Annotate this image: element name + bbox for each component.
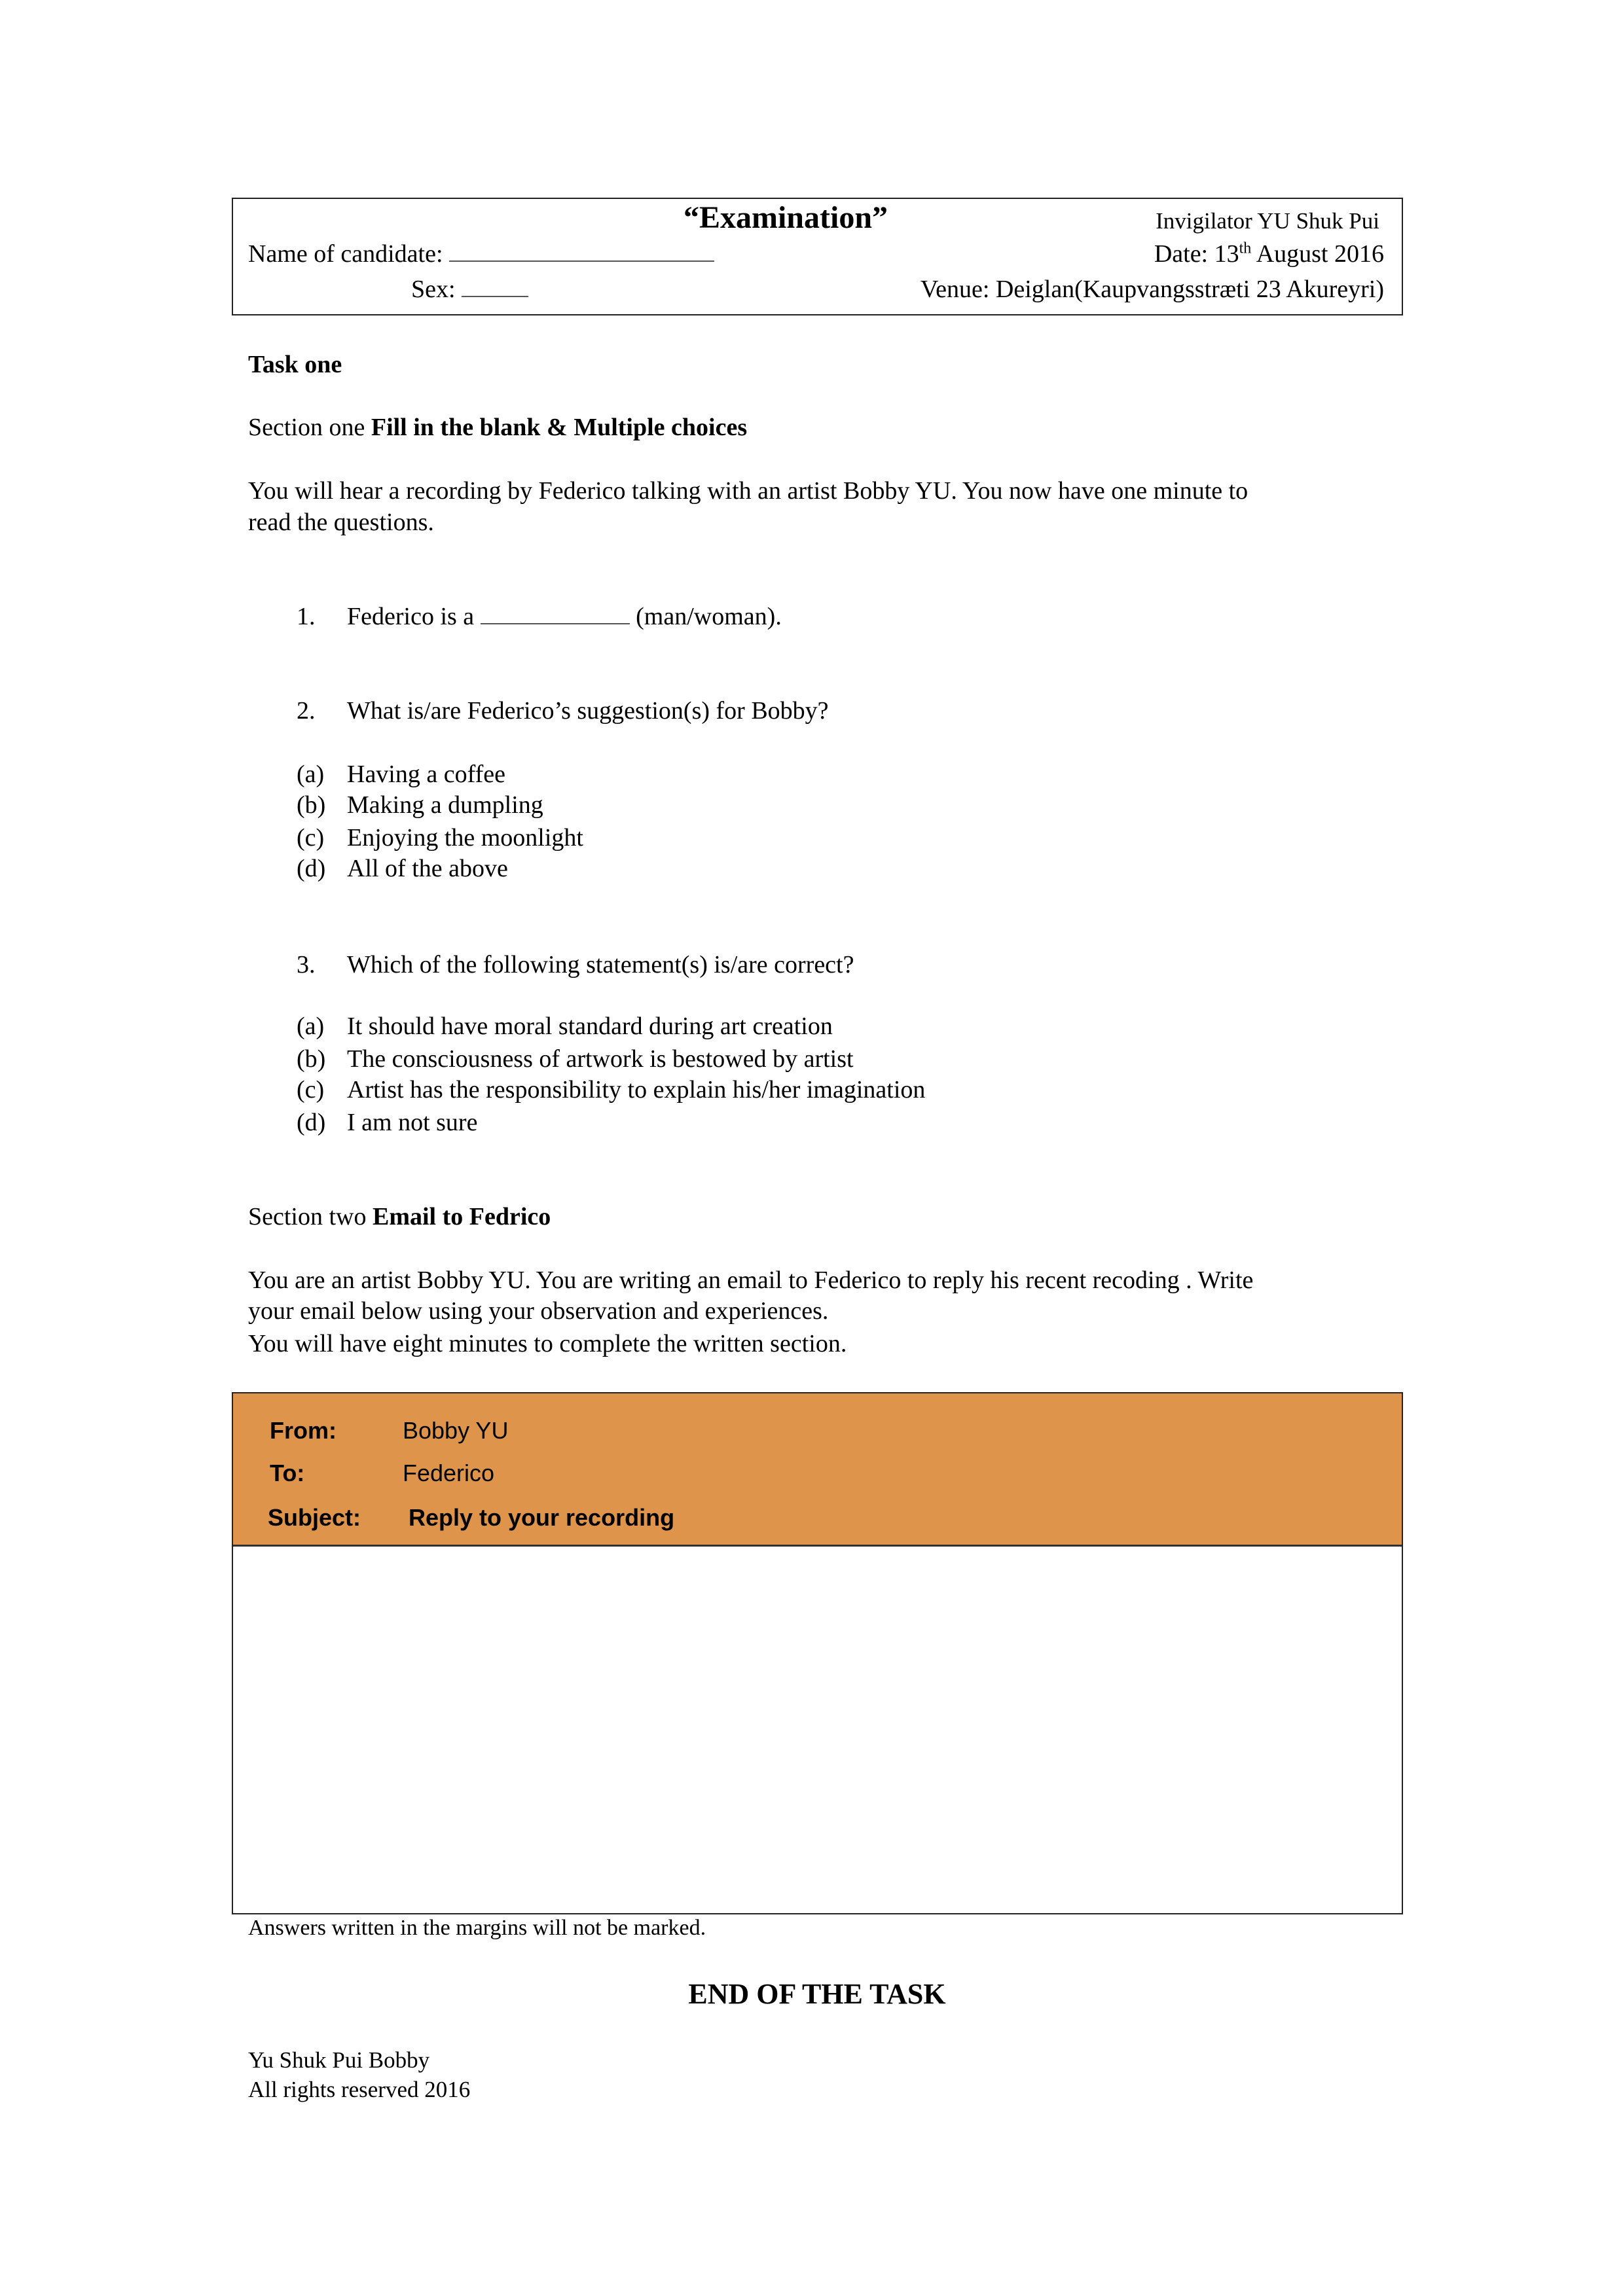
option-letter: (c) <box>297 824 325 852</box>
footer-copyright: All rights reserved 2016 <box>248 2077 471 2102</box>
sex-field[interactable] <box>411 274 528 304</box>
option: Artist has the responsibility to explain his/her imagination <box>347 1076 926 1103</box>
footer-author: Yu Shuk Pui Bobby <box>248 2047 430 2073</box>
candidate-name-field[interactable] <box>248 239 714 269</box>
section-two-intro: You are an artist Bobby YU. You are writing an email to Federico to reply his recent recoding . Write <box>248 1266 1254 1294</box>
option-letter: (a) <box>297 1013 325 1040</box>
from-label: From: <box>270 1417 337 1444</box>
invigilator: Invigilator YU Shuk Pui <box>1156 208 1379 234</box>
section-one-intro: You will hear a recording by Federico talking with an artist Bobby YU. You now have one minute to <box>248 477 1249 505</box>
option: All of the above <box>347 855 508 882</box>
option: Enjoying the moonlight <box>347 824 583 852</box>
option-letter: (d) <box>297 1109 326 1136</box>
section-one-intro: read the questions. <box>248 509 434 536</box>
answer-blank[interactable] <box>481 603 630 624</box>
to-label: To: <box>270 1460 305 1486</box>
sex-blank[interactable] <box>462 276 528 297</box>
option-letter: (b) <box>297 1045 326 1073</box>
margin-note: Answers written in the margins will not be marked. <box>248 1916 706 1940</box>
email-body-area[interactable] <box>233 1547 1402 1913</box>
question-1: Federico is a (man/woman). <box>347 603 782 630</box>
subject-value: Reply to your recording <box>409 1504 675 1531</box>
section-two-intro: You will have eight minutes to complete the written section. <box>248 1330 847 1357</box>
question-3: Which of the following statement(s) is/are correct? <box>347 951 854 978</box>
option: I am not sure <box>347 1109 478 1136</box>
subject-label: Subject: <box>268 1504 361 1531</box>
question-2: What is/are Federico’s suggestion(s) for Bobby? <box>347 697 829 725</box>
question-number: 1. <box>297 603 316 630</box>
option: It should have moral standard during art creation <box>347 1013 833 1040</box>
option-letter: (c) <box>297 1076 325 1103</box>
email-box <box>232 1392 1403 1914</box>
to-value: Federico <box>403 1460 495 1486</box>
option: Having a coffee <box>347 761 505 788</box>
section-two-intro: your email below using your observation and experiences. <box>248 1297 829 1325</box>
question-number: 2. <box>297 697 316 725</box>
exam-date: Date: 13th August 2016 <box>1154 240 1384 268</box>
venue: Venue: Deiglan(Kaupvangsstræti 23 Akureyri) <box>920 276 1384 303</box>
option-letter: (d) <box>297 855 326 882</box>
email-header <box>233 1393 1402 1547</box>
option-letter: (b) <box>297 791 326 819</box>
end-of-task: END OF THE TASK <box>688 1978 946 2010</box>
option: Making a dumpling <box>347 791 543 819</box>
option-letter: (a) <box>297 761 325 788</box>
exam-title: “Examination” <box>683 200 888 235</box>
from-value: Bobby YU <box>403 1417 509 1444</box>
question-number: 3. <box>297 951 316 978</box>
candidate-name-label: Name of candidate: <box>248 240 443 268</box>
option: The consciousness of artwork is bestowed by artist <box>347 1045 854 1073</box>
sex-label: Sex: <box>411 276 456 303</box>
section-two-heading: Section two Email to Fedrico <box>248 1203 551 1230</box>
section-one-heading: Section one Fill in the blank & Multiple choices <box>248 414 748 441</box>
candidate-name-blank[interactable] <box>449 241 714 262</box>
task-title: Task one <box>248 351 342 378</box>
